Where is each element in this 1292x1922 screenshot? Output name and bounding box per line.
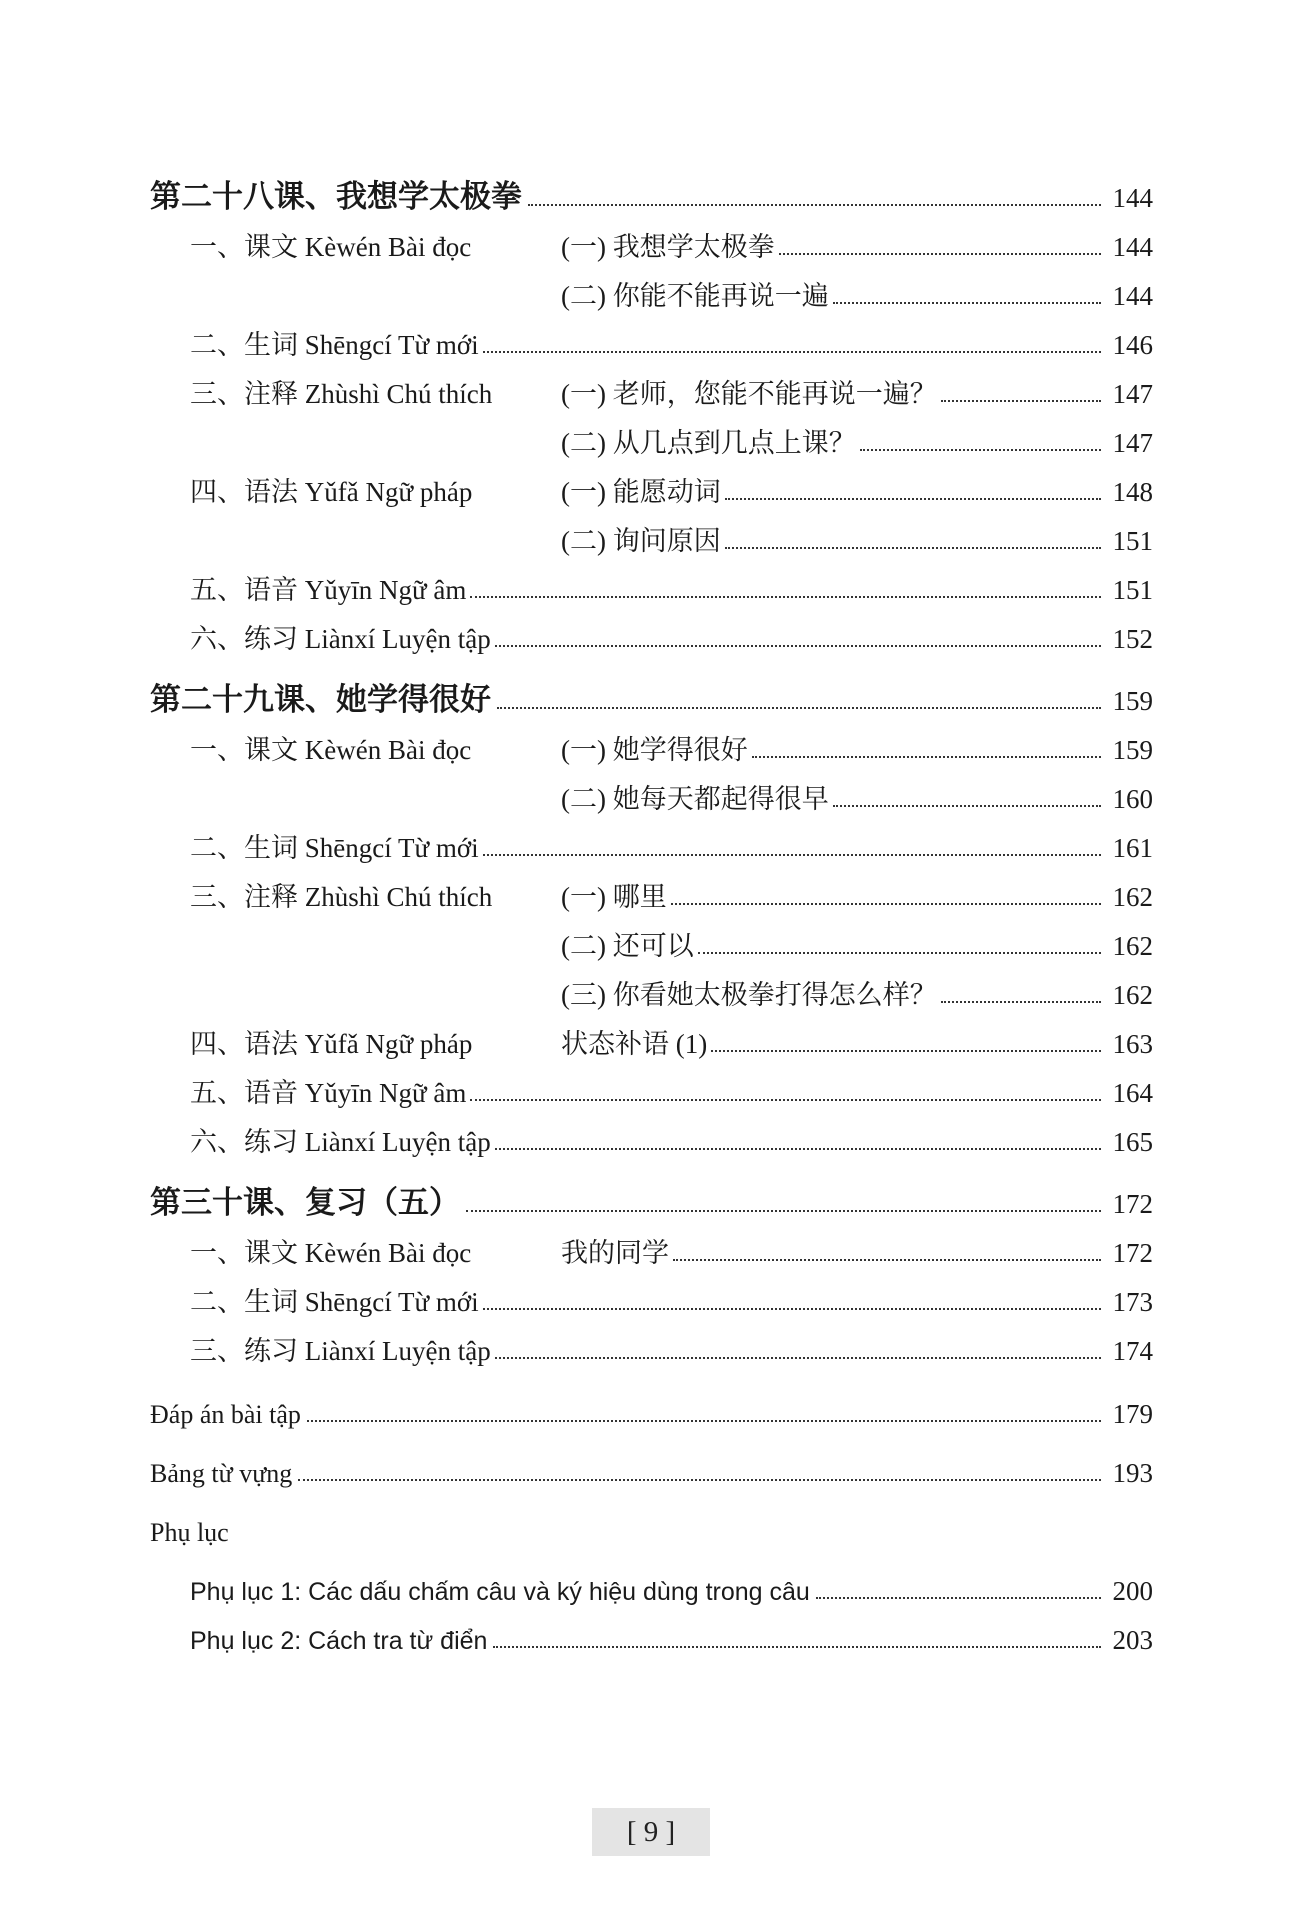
section-heading: 六、练习 Liànxí Luyện tập (190, 1127, 491, 1157)
page-ref: 173 (1112, 1287, 1153, 1317)
section-heading: 三、注释 Zhùshì Chú thích (190, 379, 493, 409)
subsection-title: (一) 我想学太极拳 (561, 232, 775, 262)
toc-entry (150, 261, 1153, 310)
table-of-contents (150, 160, 1153, 1654)
dot-leader (528, 203, 1101, 206)
dot-leader (941, 1000, 1101, 1003)
section-heading: 五、语音 Yǔyīn Ngữ âm (190, 575, 467, 605)
lesson-title: 第二十八课、我想学太极拳 (150, 179, 522, 214)
dot-leader (495, 1356, 1101, 1359)
toc-entry (150, 1316, 1153, 1365)
subsection-title: (二) 从几点到几点上课？ (561, 428, 856, 458)
toc-entry (150, 359, 1153, 408)
section-heading: 一、课文 Kèwén Bài đọc (190, 1238, 472, 1268)
toc-entry (150, 911, 1153, 960)
section-heading: 三、注释 Zhùshì Chú thích (190, 882, 493, 912)
toc-entry (150, 1218, 1153, 1267)
page-ref: 144 (1112, 281, 1153, 311)
dot-leader (495, 1147, 1101, 1150)
page-ref: 144 (1112, 183, 1153, 213)
page-ref: 147 (1112, 428, 1153, 458)
dot-leader (833, 804, 1101, 807)
subsection-title: (二) 询问原因 (561, 526, 721, 556)
toc-entry (150, 764, 1153, 813)
toc-entry (150, 212, 1153, 261)
page-ref: 148 (1112, 477, 1153, 507)
dot-leader (725, 546, 1101, 549)
subsection-title: 我的同学 (561, 1238, 669, 1268)
section-heading: 四、语法 Yǔfǎ Ngữ pháp (190, 477, 473, 507)
toc-entry (150, 715, 1153, 764)
dot-leader (941, 399, 1101, 402)
section-heading: 二、生词 Shēngcí Từ mới (190, 330, 479, 360)
page-ref: 162 (1112, 980, 1153, 1010)
subsection-title: (二) 还可以 (561, 931, 694, 961)
dot-leader (673, 1258, 1101, 1261)
page-ref: 144 (1112, 232, 1153, 262)
dot-leader (816, 1596, 1101, 1599)
toc-entry (150, 1009, 1153, 1058)
page-ref: 172 (1112, 1238, 1153, 1268)
subsection-title: (二) 她每天都起得很早 (561, 784, 829, 814)
dot-leader (483, 1307, 1101, 1310)
appendix-entry (150, 1605, 1153, 1654)
subsection-title: (一) 哪里 (561, 882, 667, 912)
dot-leader (711, 1049, 1101, 1052)
dot-leader (779, 252, 1101, 255)
dot-leader (307, 1419, 1101, 1422)
toc-entry-answers (150, 1379, 1153, 1428)
subsection-title: (三) 你看她太极拳打得怎么样？ (561, 980, 937, 1010)
toc-entry (150, 310, 1153, 359)
dot-leader (833, 301, 1101, 304)
page-ref: 161 (1112, 833, 1153, 863)
dot-leader (470, 1098, 1101, 1101)
section-heading: 二、生词 Shēngcí Từ mới (190, 1287, 479, 1317)
entry-label: Phụ lục 2: Cách tra từ điển (190, 1627, 488, 1655)
toc-entry (150, 506, 1153, 555)
page-ref: 200 (1112, 1576, 1153, 1606)
toc-entry (150, 1058, 1153, 1107)
lesson-28-heading (150, 160, 1153, 212)
dot-leader (466, 1209, 1101, 1212)
page-ref: 151 (1112, 575, 1153, 605)
dot-leader (752, 755, 1101, 758)
page-ref: 151 (1112, 526, 1153, 556)
dot-leader (493, 1645, 1101, 1648)
dot-leader (483, 853, 1101, 856)
page-ref: 160 (1112, 784, 1153, 814)
entry-label: Phụ lục 1: Các dấu chấm câu và ký hiệu dùng trong câu (190, 1578, 810, 1606)
page-ref: 146 (1112, 330, 1153, 360)
page-ref: 159 (1112, 686, 1153, 716)
toc-entry (150, 960, 1153, 1009)
section-heading: 一、课文 Kèwén Bài đọc (190, 232, 472, 262)
toc-entry (150, 408, 1153, 457)
section-heading: 二、生词 Shēngcí Từ mới (190, 833, 479, 863)
page-ref: 162 (1112, 882, 1153, 912)
page-ref: 147 (1112, 379, 1153, 409)
page-ref: 203 (1112, 1625, 1153, 1655)
lesson-30-heading (150, 1166, 1153, 1218)
dot-leader (497, 706, 1101, 709)
section-heading: 三、练习 Liànxí Luyện tập (190, 1336, 491, 1366)
toc-entry (150, 1107, 1153, 1156)
subsection-title: (一) 老师，您能不能再说一遍？ (561, 379, 937, 409)
page-ref: 152 (1112, 624, 1153, 654)
appendix-entry (150, 1556, 1153, 1605)
page-ref: 163 (1112, 1029, 1153, 1059)
dot-leader (470, 595, 1101, 598)
page-number: [ 9 ] (592, 1808, 710, 1856)
page-ref: 172 (1112, 1189, 1153, 1219)
subsection-title: (一) 能愿动词 (561, 477, 721, 507)
dot-leader (671, 902, 1101, 905)
entry-label: Bảng từ vựng (150, 1459, 293, 1488)
section-heading: 六、练习 Liànxí Luyện tập (190, 624, 491, 654)
appendix-heading (150, 1497, 1153, 1546)
toc-entry (150, 555, 1153, 604)
page-ref: 165 (1112, 1127, 1153, 1157)
page-ref: 179 (1112, 1399, 1153, 1429)
entry-label: Đáp án bài tập (150, 1400, 301, 1429)
subsection-title: (一) 她学得很好 (561, 735, 748, 765)
subsection-title: (二) 你能不能再说一遍 (561, 281, 829, 311)
toc-entry (150, 1267, 1153, 1316)
section-heading: 五、语音 Yǔyīn Ngữ âm (190, 1078, 467, 1108)
toc-entry-vocabulary (150, 1438, 1153, 1487)
page-ref: 159 (1112, 735, 1153, 765)
dot-leader (298, 1478, 1101, 1481)
dot-leader (725, 497, 1101, 500)
appendix-title: Phụ lục (150, 1518, 229, 1547)
toc-entry (150, 604, 1153, 653)
lesson-29-heading (150, 663, 1153, 715)
lesson-title: 第三十课、复习（五） (150, 1185, 460, 1220)
subsection-title: 状态补语 (1) (561, 1029, 708, 1059)
toc-entry (150, 813, 1153, 862)
toc-entry (150, 862, 1153, 911)
dot-leader (495, 644, 1101, 647)
dot-leader (860, 448, 1101, 451)
section-heading: 四、语法 Yǔfǎ Ngữ pháp (190, 1029, 473, 1059)
dot-leader (698, 951, 1101, 954)
page-ref: 162 (1112, 931, 1153, 961)
lesson-title: 第二十九课、她学得很好 (150, 682, 491, 717)
toc-entry (150, 457, 1153, 506)
page-ref: 174 (1112, 1336, 1153, 1366)
dot-leader (483, 350, 1101, 353)
page-ref: 193 (1112, 1458, 1153, 1488)
page-ref: 164 (1112, 1078, 1153, 1108)
section-heading: 一、课文 Kèwén Bài đọc (190, 735, 472, 765)
